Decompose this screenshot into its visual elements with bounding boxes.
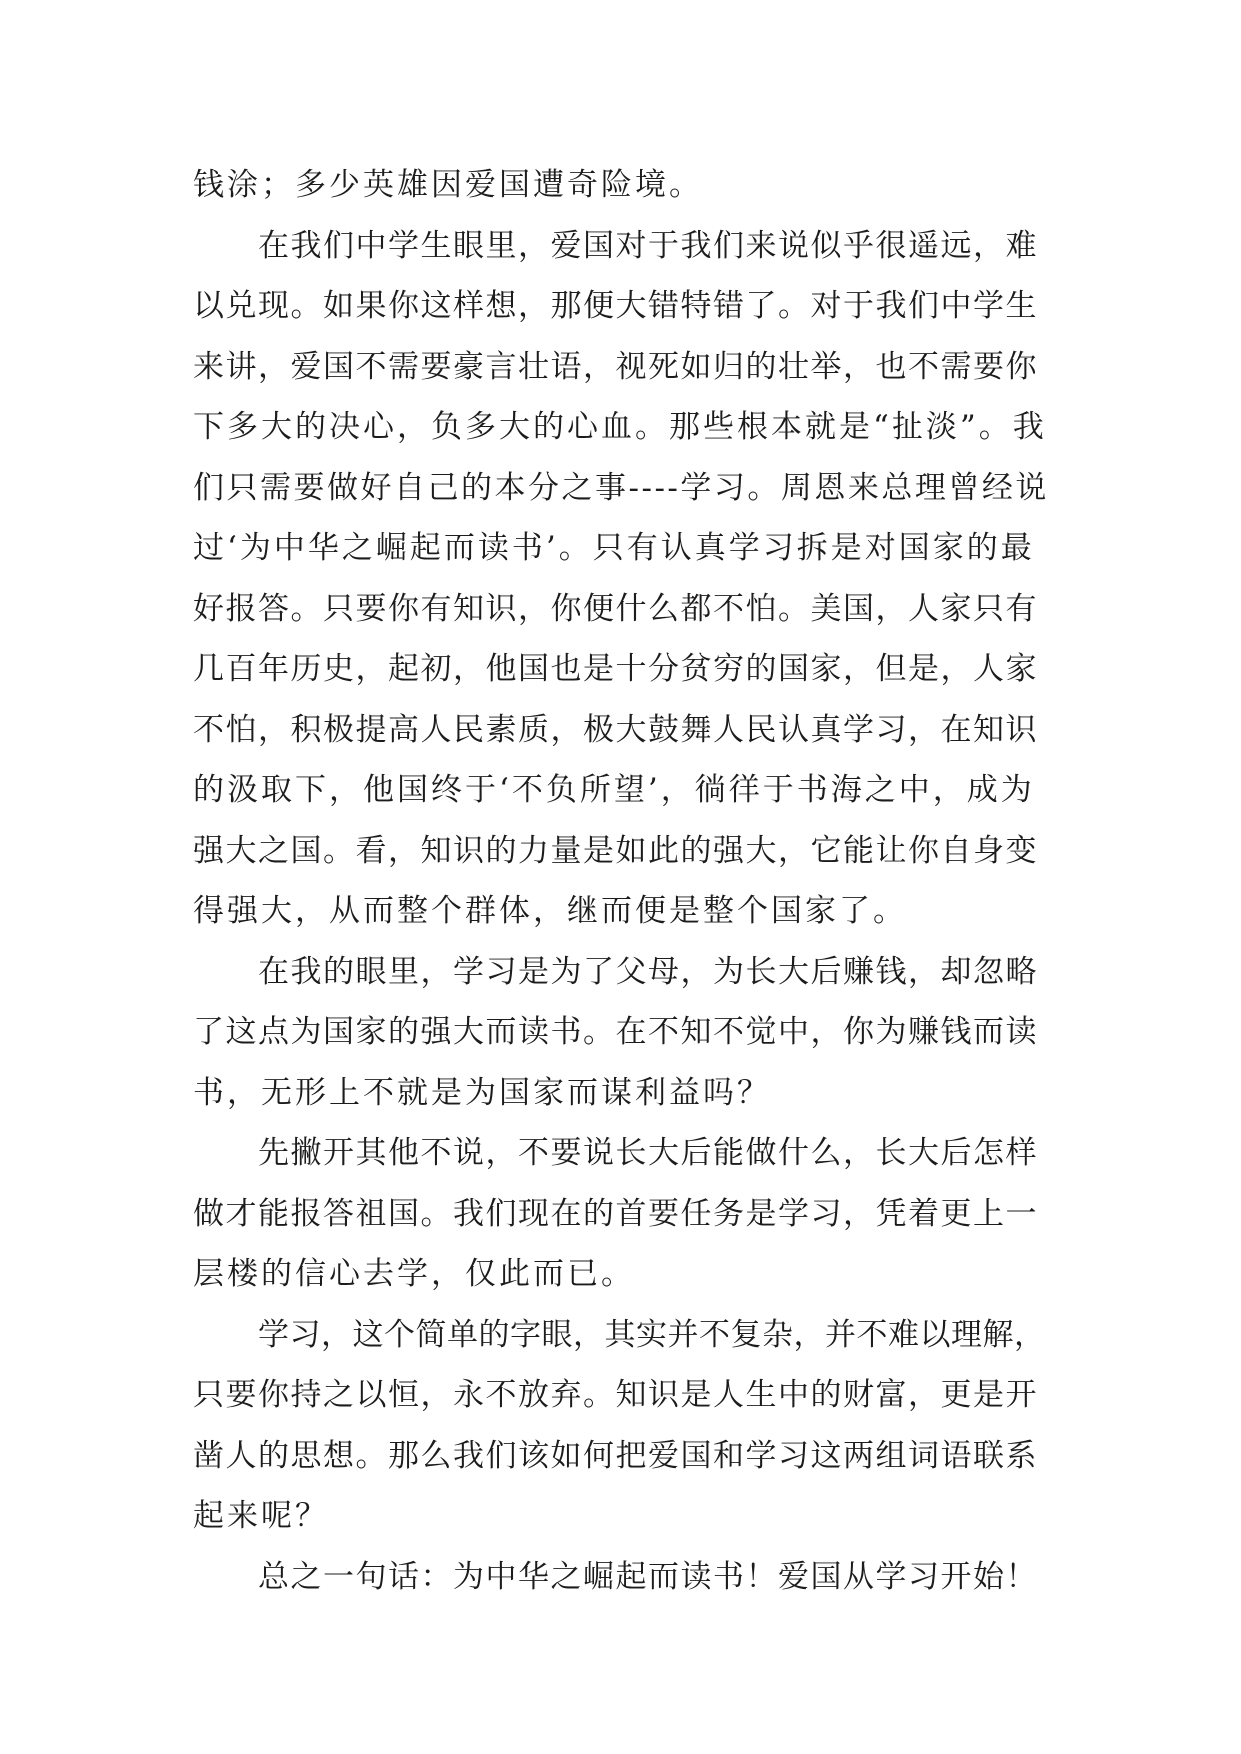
text-line: 们只需要做好自己的本分之事----学习。周恩来总理曾经说	[193, 469, 1049, 506]
text-line: 以兑现。如果你这样想，那便大错特错了。对于我们中学生	[193, 288, 1038, 324]
text-line: 过‘为中华之崛起而读书’。只有认真学习拆是对国家的最	[193, 530, 1035, 566]
text-line: 来讲，爱国不需要豪言壮语，视死如归的壮举，也不需要你	[193, 348, 1038, 385]
text-line: 层楼的信心去学，仅此而已。	[193, 1256, 635, 1292]
paragraph-first-line: 先撇开其他不说，不要说长大后能做什么，长大后怎样	[258, 1135, 1038, 1171]
paragraph-first-line: 总之一句话：为中华之崛起而读书！爱国从学习开始！	[258, 1558, 1038, 1595]
text-line: 好报答。只要你有知识，你便什么都不怕。美国，人家只有	[193, 590, 1038, 627]
paragraph-first-line: 在我的眼里，学习是为了父母，为长大后赚钱，却忽略	[258, 953, 1038, 990]
text-line: 做才能报答祖国。我们现在的首要任务是学习，凭着更上一	[193, 1195, 1038, 1232]
text-line: 得强大，从而整个群体，继而便是整个国家了。	[193, 893, 907, 929]
text-line: 了这点为国家的强大而读书。在不知不觉中，你为赚钱而读	[193, 1014, 1038, 1050]
text-line: 的汲取下，他国终于‘不负所望’，徜徉于书海之中，成为	[193, 772, 1035, 808]
text-line: 只要你持之以恒，永不放弃。知识是人生中的财富，更是开	[193, 1377, 1038, 1413]
text-line: 几百年历史，起初，他国也是十分贫穷的国家，但是，人家	[193, 651, 1038, 687]
text-line: 强大之国。看，知识的力量是如此的强大，它能让你自身变	[193, 832, 1038, 869]
text-line: 凿人的思想。那么我们该如何把爱国和学习这两组词语联系	[193, 1437, 1038, 1474]
paragraph-first-line: 学习，这个简单的字眼，其实并不复杂，并不难以理解，	[258, 1316, 1046, 1353]
text-line: 下多大的决心，负多大的心血。那些根本就是“扯淡”。我	[193, 409, 1047, 445]
text-line: 钱涂；多少英雄因爱国遭奇险境。	[193, 167, 703, 203]
text-line: 不怕，积极提高人民素质，极大鼓舞人民认真学习，在知识	[193, 711, 1038, 748]
paragraph-first-line: 在我们中学生眼里，爱国对于我们来说似乎很遥远，难	[258, 227, 1038, 264]
text-line: 书，无形上不就是为国家而谋利益吗？	[193, 1074, 771, 1111]
body-text	[193, 155, 1048, 1607]
text-line: 起来呢？	[193, 1498, 329, 1534]
